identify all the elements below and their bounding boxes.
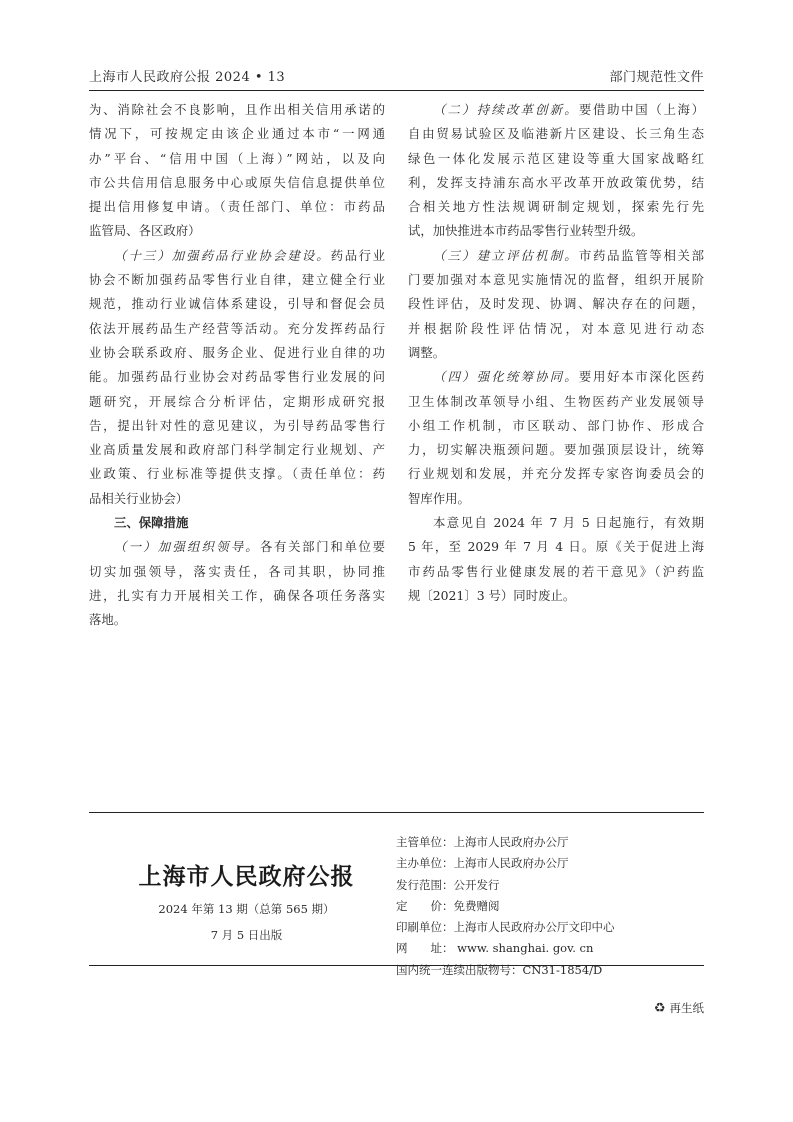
line-text: 并根据阶段性评估情况，对本意见进行动态 [408,320,704,336]
text-line [89,365,385,389]
line-text: 办”平台、“信用中国（上海）”网站，以及向 [89,150,385,166]
text-line [408,219,704,243]
info-label: 发行范围： [396,877,454,892]
text-line [89,341,385,365]
line-text: 门要加强对本意见实施情况的监督，组织开展阶 [408,272,704,288]
info-label: 主办单位： [396,856,454,871]
section-heading: 三、保障措施 [114,515,189,531]
text-line [89,268,385,292]
line-text: 市药品监管等相关部 [578,247,705,263]
text-line [408,487,704,511]
text-line [408,195,704,219]
line-text: 进，扎实有力开展相关工作，确保各项任务落实 [89,587,385,603]
info-value: 上海市人民政府办公厅文印中心 [453,920,615,935]
publication-info-row [396,896,615,917]
text-line [408,511,704,535]
line-text: 题研究，开展综合分析评估，定期形成研究报 [89,393,385,409]
subsection-title: （四）强化统筹协同。 [433,369,579,385]
line-text: 5 年，至 2029 年 7 月 4 日。原《关于促进上海 [408,539,704,555]
text-line [89,317,385,341]
running-header-section: 部门规范性文件 [609,70,704,85]
publication-info-row [396,853,615,874]
line-text: 自由贸易试验区及临港新片区建设、长三角生态 [408,126,704,142]
text-line [89,219,385,243]
line-text: 情况下，可按规定由该企业通过本市“一网通 [89,126,385,142]
text-line [408,535,704,559]
text-line [408,268,704,292]
masthead [89,858,404,943]
line-text: 调整。 [408,344,446,360]
subsection-title: （二）持续改革创新。 [433,102,579,117]
publication-info [396,832,615,981]
footer-divider-top [89,812,704,813]
publication-info-row [396,938,615,959]
recycled-paper-note [654,1000,704,1016]
info-label: 网 址： [396,941,454,956]
text-line [89,390,385,414]
line-text: 依法开展药品生产经营等活动。充分发挥药品行 [89,320,385,336]
text-line [408,365,704,389]
text-line [408,171,704,195]
text-line [89,98,385,122]
text-line [89,292,385,316]
line-text: 市公共信用信息服务中心或原失信信息提供单位 [89,174,385,190]
left-column [89,98,385,633]
text-line [408,341,704,365]
header-divider [89,90,704,91]
line-text: 业高质量发展和政府部门科学制定行业规划、产 [89,442,385,458]
line-text: 段性评估，及时发现、协调、解决存在的问题， [408,296,704,312]
info-value: 公开发行 [453,877,500,892]
line-text: 本意见自 2024 年 7 月 5 日起施行，有效期 [433,515,704,531]
line-text: 品相关行业协会） [89,490,189,506]
text-line [408,147,704,171]
line-text: 提出信用修复申请。（责任部门、单位：市药品 [89,199,385,215]
subsection-title: （十三）加强药品行业协会建设。 [114,247,331,263]
line-text: 利，发挥支持浦东高水平改革开放政策优势，结 [408,174,704,190]
line-text: 落地。 [89,612,127,628]
text-line [89,560,385,584]
subsection-title: （三）建立评估机制。 [433,247,579,263]
line-text: 市药品零售行业健康发展的若干意见》（沪药监 [408,563,704,579]
info-value: CN31-1854/D [522,962,603,977]
text-line [408,462,704,486]
line-text: 小组工作机制，市区联动、部门协作、形成合 [408,417,704,433]
line-text: 力，切实解决瓶颈问题。要加强顶层设计，统筹 [408,442,704,458]
info-label: 印刷单位： [396,920,454,935]
info-value: 上海市人民政府办公厅 [453,856,569,871]
line-text: 协会不断加强药品零售行业自律，建立健全行业 [89,272,385,288]
info-label: 定 价： [396,898,454,913]
text-line [89,584,385,608]
line-text: 规〔2021〕3 号）同时废止。 [408,587,576,603]
text-line [89,244,385,268]
publication-info-row [396,832,615,853]
text-line [89,535,385,559]
line-text: 要用好本市深化医药 [578,369,705,385]
text-line [89,438,385,462]
info-label: 主管单位： [396,835,454,849]
text-line [408,122,704,146]
text-line [408,244,704,268]
text-line [408,98,704,122]
info-value: 免费赠阅 [453,898,500,913]
line-text: 规范，推动行业诚信体系建设，引导和督促会员 [89,296,385,312]
info-value: 上海市人民政府办公厅 [453,835,569,849]
line-text: 业政策、行业标准等提供支撑。（责任单位：药 [89,466,385,482]
text-line [89,487,385,511]
recycled-paper-label: 再生纸 [669,1001,704,1015]
subsection-title: （一）加强组织领导。 [114,539,260,555]
line-text: 能。加强药品行业协会对药品零售行业发展的问 [89,369,385,385]
line-text: 合相关地方性法规调研制定规划，探索先行先 [408,199,704,215]
publication-info-row [396,917,615,938]
info-value: www. shanghai. gov. cn [453,941,594,956]
text-line [89,147,385,171]
line-text: 智库作用。 [408,490,470,506]
text-line [408,414,704,438]
line-text: 切实加强领导，落实责任，各司其职，协同推 [89,563,385,579]
line-text: 药品行业 [330,247,386,263]
line-text: 为、消除社会不良影响，且作出相关信用承诺的 [89,102,385,117]
line-text: 告，提出针对性的意见建议，为引导药品零售行 [89,417,385,433]
text-line [408,292,704,316]
running-header-publication: 上海市人民政府公报 2024 • 13 [89,70,286,85]
line-text: 行业规划和发展，并充分发挥专家咨询委员会的 [408,466,704,482]
text-line [89,171,385,195]
text-line [89,462,385,486]
text-line [89,414,385,438]
footer-divider-bottom [89,965,704,966]
info-label: 国内统一连续出版物号： [396,962,523,977]
line-text: 要借助中国（上海） [578,102,705,117]
line-text: 监管局、各区政府） [89,223,201,239]
text-line [89,195,385,219]
text-line [408,560,704,584]
line-text: 卫生体制改革领导小组、生物医药产业发展领导 [408,393,704,409]
text-line [89,608,385,632]
line-text: 绿色一体化发展示范区建设等重大国家战略红 [408,150,704,166]
text-line [408,584,704,608]
line-text: 业协会联系政府、服务企业、促进行业自律的功 [89,344,385,360]
masthead-date: 7 月 5 日出版 [210,928,283,942]
text-line [408,438,704,462]
right-column [408,98,704,608]
line-text: 各有关部门和单位要 [259,539,386,555]
recycle-icon: ♻ [653,1000,666,1016]
text-line [408,390,704,414]
masthead-title: 上海市人民政府公报 [138,863,355,890]
text-line [89,122,385,146]
publication-info-row [396,875,615,896]
masthead-issue: 2024 年第 13 期（总第 565 期） [158,902,335,916]
line-text: 试，加快推进本市药品零售行业转型升级。 [408,223,644,239]
publication-info-row [396,960,615,981]
text-line [408,317,704,341]
